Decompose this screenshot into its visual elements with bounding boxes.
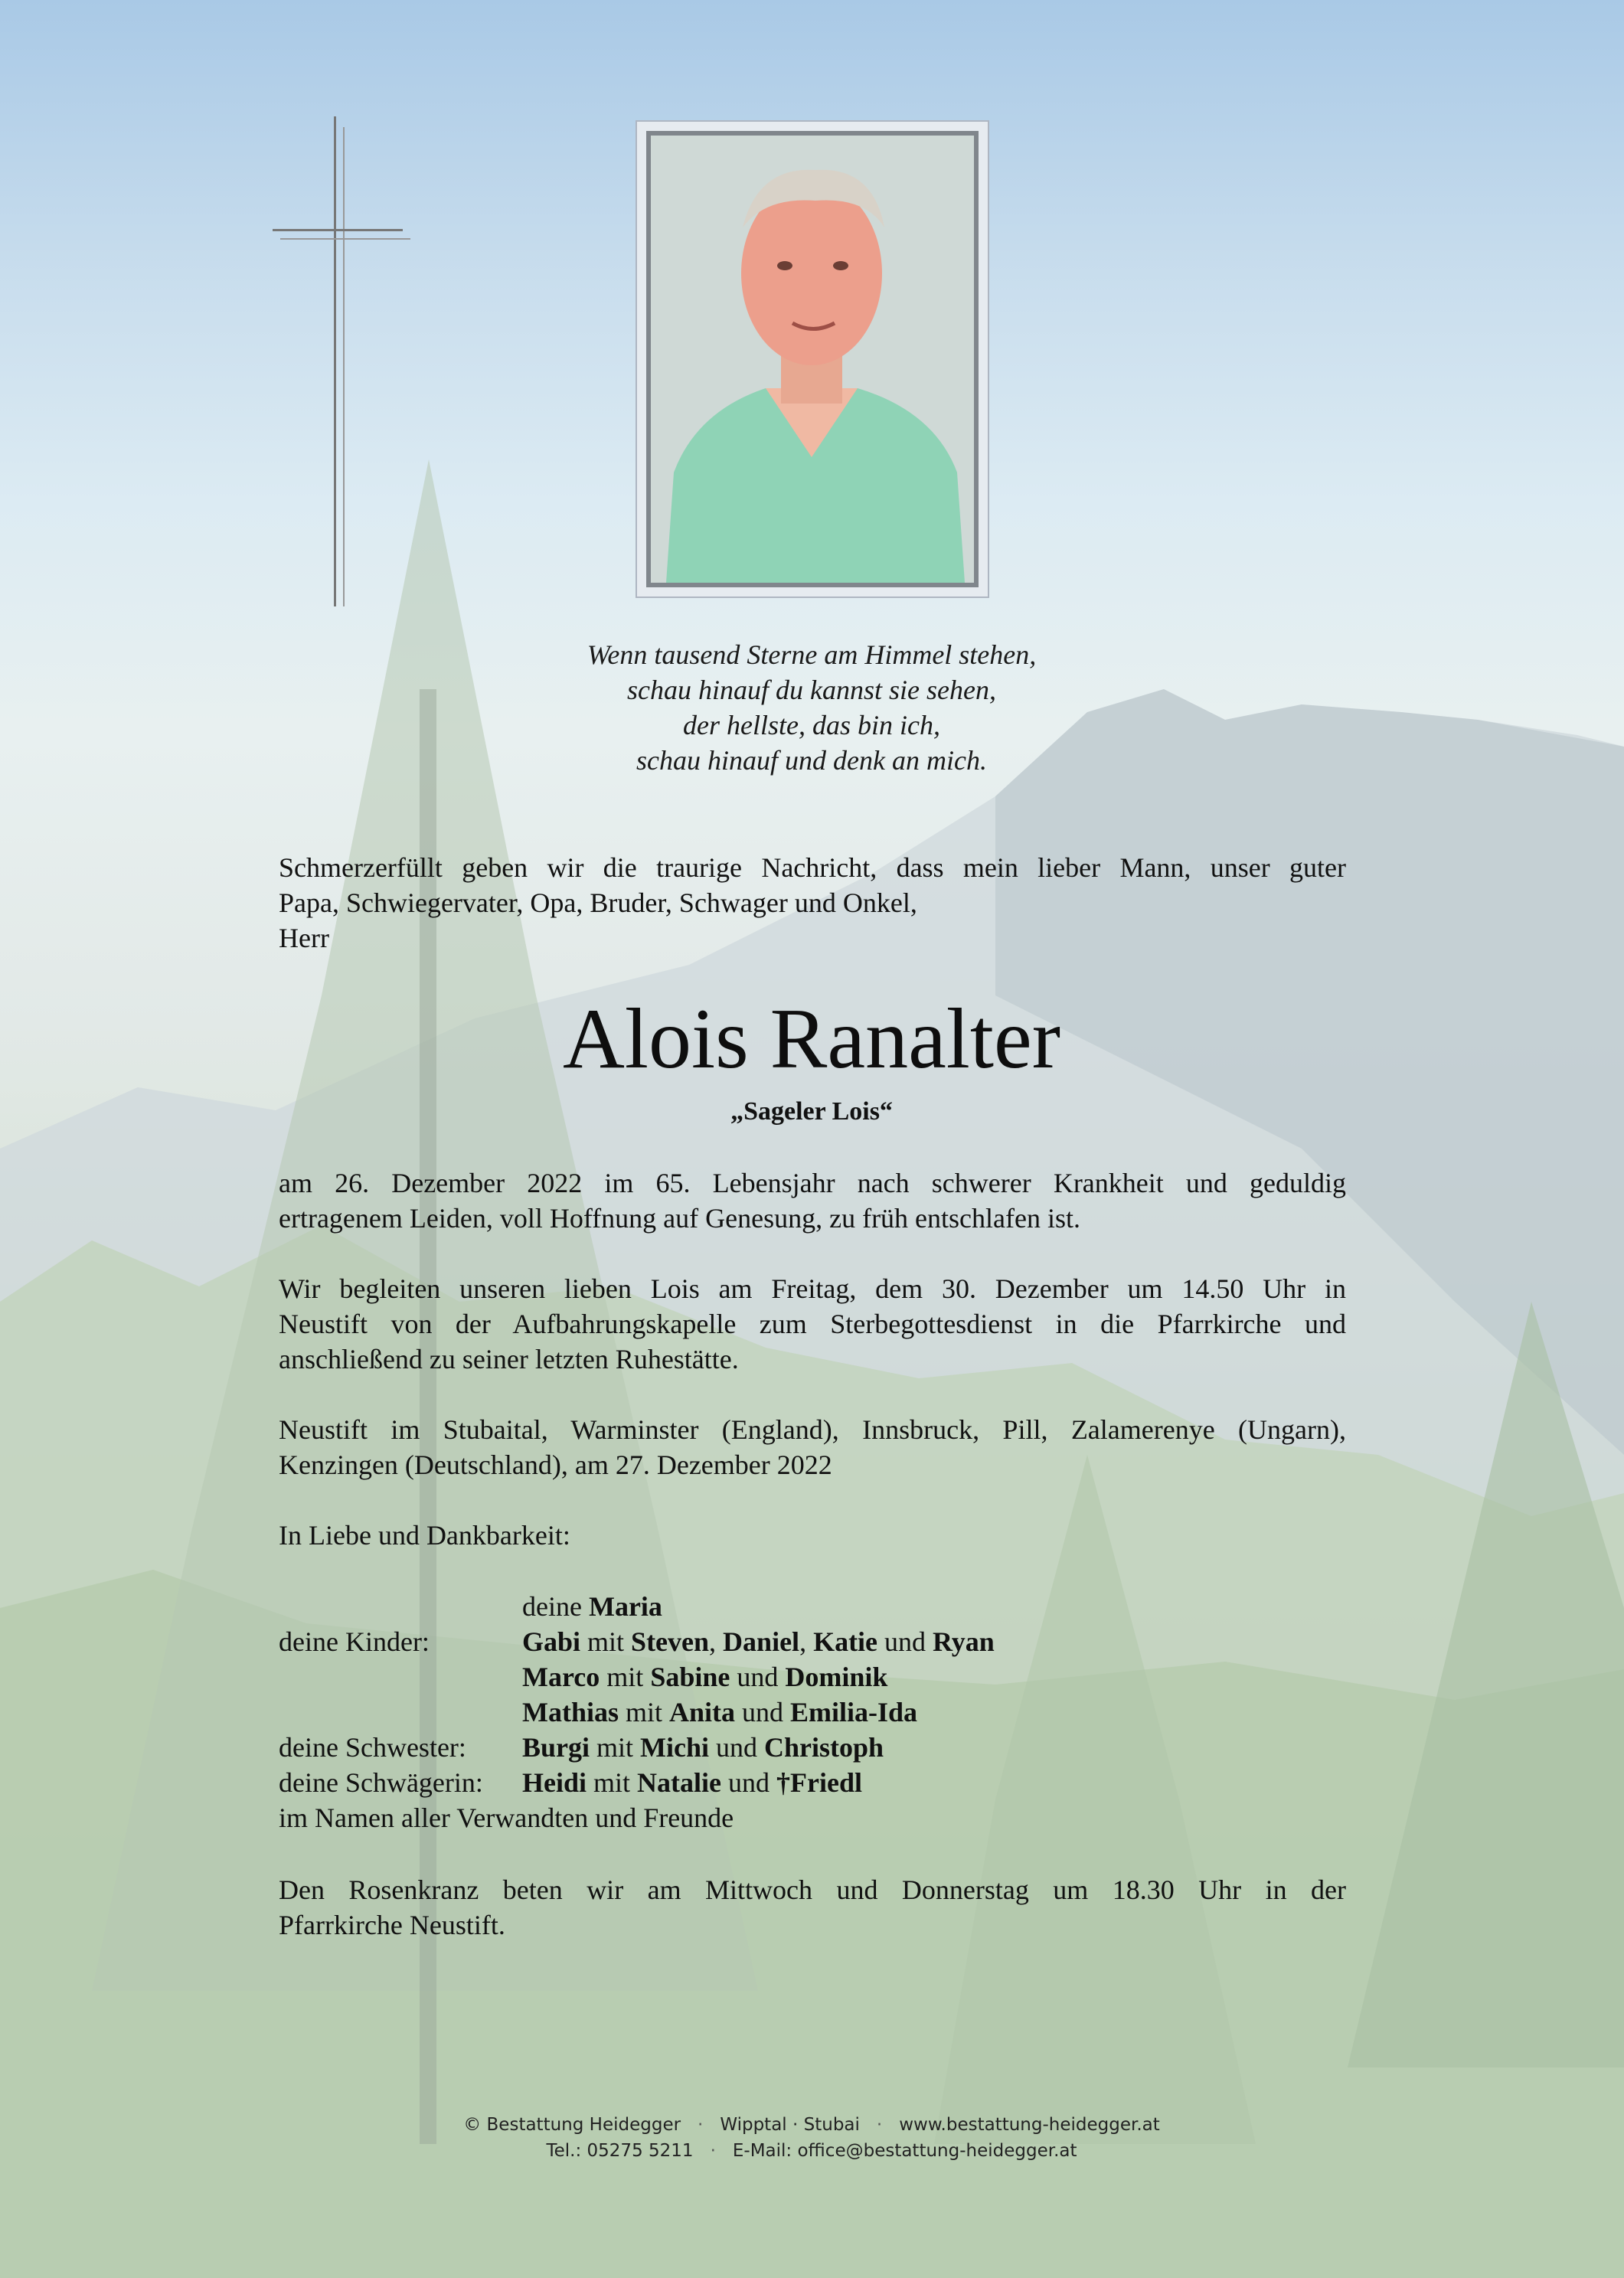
cross-icon-horizontal-shadow — [280, 238, 410, 240]
footer-region: Wipptal · Stubai — [720, 2115, 860, 2135]
funeral-line: anschließend zu seiner letzten Ruhestätte. — [279, 1344, 739, 1374]
family-member: Marco — [522, 1662, 600, 1692]
poem-line: der hellste, das bin ich, — [683, 710, 940, 740]
family-row-sisterinlaw — [279, 1765, 1351, 1800]
place-line: Neustift im Stubaital, Warminster (England), Innsbruck, Pill, Zalamerenye (Ungarn), — [279, 1414, 1346, 1445]
memorial-poem — [429, 637, 1194, 778]
cross-icon-vertical — [334, 116, 336, 606]
poem-line: Wenn tausend Sterne am Himmel stehen, — [587, 639, 1037, 670]
family-member: Christoph — [764, 1732, 884, 1763]
family-connector: , — [799, 1626, 807, 1657]
family-connector: mit — [606, 1662, 644, 1692]
cross-icon-horizontal — [273, 229, 403, 231]
family-connector: , — [709, 1626, 717, 1657]
family-connector: und — [716, 1732, 758, 1763]
family-member: Katie — [813, 1626, 878, 1657]
intro-line: Schmerzerfüllt geben wir die traurige Nachricht, dass mein lieber Mann, unser guter — [279, 852, 1346, 883]
footer-separator: · — [710, 2141, 716, 2161]
family-row-closing — [279, 1800, 1351, 1835]
family-row-children — [279, 1624, 1351, 1659]
deceased-name: Alois Ranalter — [562, 992, 1061, 1087]
family-member: Mathias — [522, 1697, 619, 1727]
family-closing: im Namen aller Verwandten und Freunde — [279, 1802, 734, 1833]
family-connector: und — [737, 1662, 779, 1692]
family-connector: mit — [587, 1626, 625, 1657]
love-line: In Liebe und Dankbarkeit: — [279, 1520, 570, 1551]
family-connector: mit — [626, 1697, 663, 1727]
death-line: am 26. Dezember 2022 im 65. Lebensjahr nach schwerer Krankheit und geduldig — [279, 1168, 1346, 1198]
wife-name: Maria — [588, 1591, 662, 1622]
poem-line: schau hinauf und denk an mich. — [636, 745, 987, 776]
footer-separator: · — [698, 2115, 704, 2135]
family-row-wife — [279, 1589, 1351, 1624]
family-row-sister — [279, 1730, 1351, 1765]
funeral-line: Wir begleiten unseren lieben Lois am Freitag, dem 30. Dezember um 14.50 Uhr in — [279, 1273, 1346, 1304]
family-member: Natalie — [637, 1767, 721, 1798]
family-connector: mit — [593, 1767, 631, 1798]
rosary-paragraph — [279, 1872, 1346, 1943]
footer-line-1 — [306, 2112, 1317, 2138]
place-date-paragraph — [279, 1412, 1346, 1482]
family-member: Heidi — [522, 1767, 587, 1798]
family-member: Daniel — [723, 1626, 800, 1657]
family-connector: und — [742, 1697, 784, 1727]
family-member: Anita — [669, 1697, 736, 1727]
family-row-children-3 — [279, 1695, 1351, 1730]
footer-copyright: © Bestattung Heidegger — [463, 2115, 681, 2135]
family-member: Dominik — [785, 1662, 888, 1692]
family-member: Michi — [640, 1732, 710, 1763]
intro-line: Herr — [279, 923, 329, 953]
family-connector: und — [884, 1626, 926, 1657]
children-label: deine Kinder: — [279, 1626, 430, 1657]
portrait-photo — [646, 131, 979, 587]
poem-line: schau hinauf du kannst sie sehen, — [627, 675, 996, 705]
funeral-paragraph — [279, 1271, 1346, 1377]
footer-website-link[interactable]: www.bestattung-heidegger.at — [899, 2115, 1160, 2135]
intro-paragraph — [279, 850, 1346, 956]
sisterinlaw-label: deine Schwägerin: — [279, 1767, 483, 1798]
cross-icon-vertical-shadow — [343, 127, 345, 606]
family-member: Emilia-Ida — [790, 1697, 918, 1727]
family-member: Sabine — [650, 1662, 730, 1692]
footer-email-link[interactable]: E-Mail: office@bestattung-heidegger.at — [732, 2141, 1077, 2161]
footer-phone: Tel.: 05275 5211 — [546, 2141, 694, 2161]
sister-label: deine Schwester: — [279, 1732, 466, 1763]
family-member: Steven — [631, 1626, 710, 1657]
rosary-line: Pfarrkirche Neustift. — [279, 1910, 505, 1940]
family-member: †Friedl — [776, 1767, 862, 1798]
family-row-children-2 — [279, 1659, 1351, 1695]
wife-prefix: deine — [522, 1591, 582, 1622]
death-paragraph — [279, 1165, 1346, 1236]
family-connector: und — [728, 1767, 770, 1798]
deceased-nickname: „Sageler Lois“ — [730, 1097, 893, 1126]
family-member: Ryan — [933, 1626, 995, 1657]
rosary-line: Den Rosenkranz beten wir am Mittwoch und Donnerstag um 18.30 Uhr in der — [279, 1874, 1346, 1905]
footer-separator: · — [876, 2115, 883, 2135]
portrait-frame — [636, 120, 989, 598]
family-connector: mit — [596, 1732, 634, 1763]
family-member: Burgi — [522, 1732, 590, 1763]
family-member: Gabi — [522, 1626, 581, 1657]
place-line: Kenzingen (Deutschland), am 27. Dezember 2022 — [279, 1449, 832, 1480]
intro-line: Papa, Schwiegervater, Opa, Bruder, Schwager und Onkel, — [279, 887, 917, 918]
footer-line-2 — [306, 2138, 1317, 2164]
family-list — [279, 1589, 1351, 1835]
funeral-line: Neustift von der Aufbahrungskapelle zum Sterbegottesdienst in die Pfarrkirche und — [279, 1309, 1346, 1339]
death-line: ertragenem Leiden, voll Hoffnung auf Genesung, zu früh entschlafen ist. — [279, 1203, 1080, 1234]
